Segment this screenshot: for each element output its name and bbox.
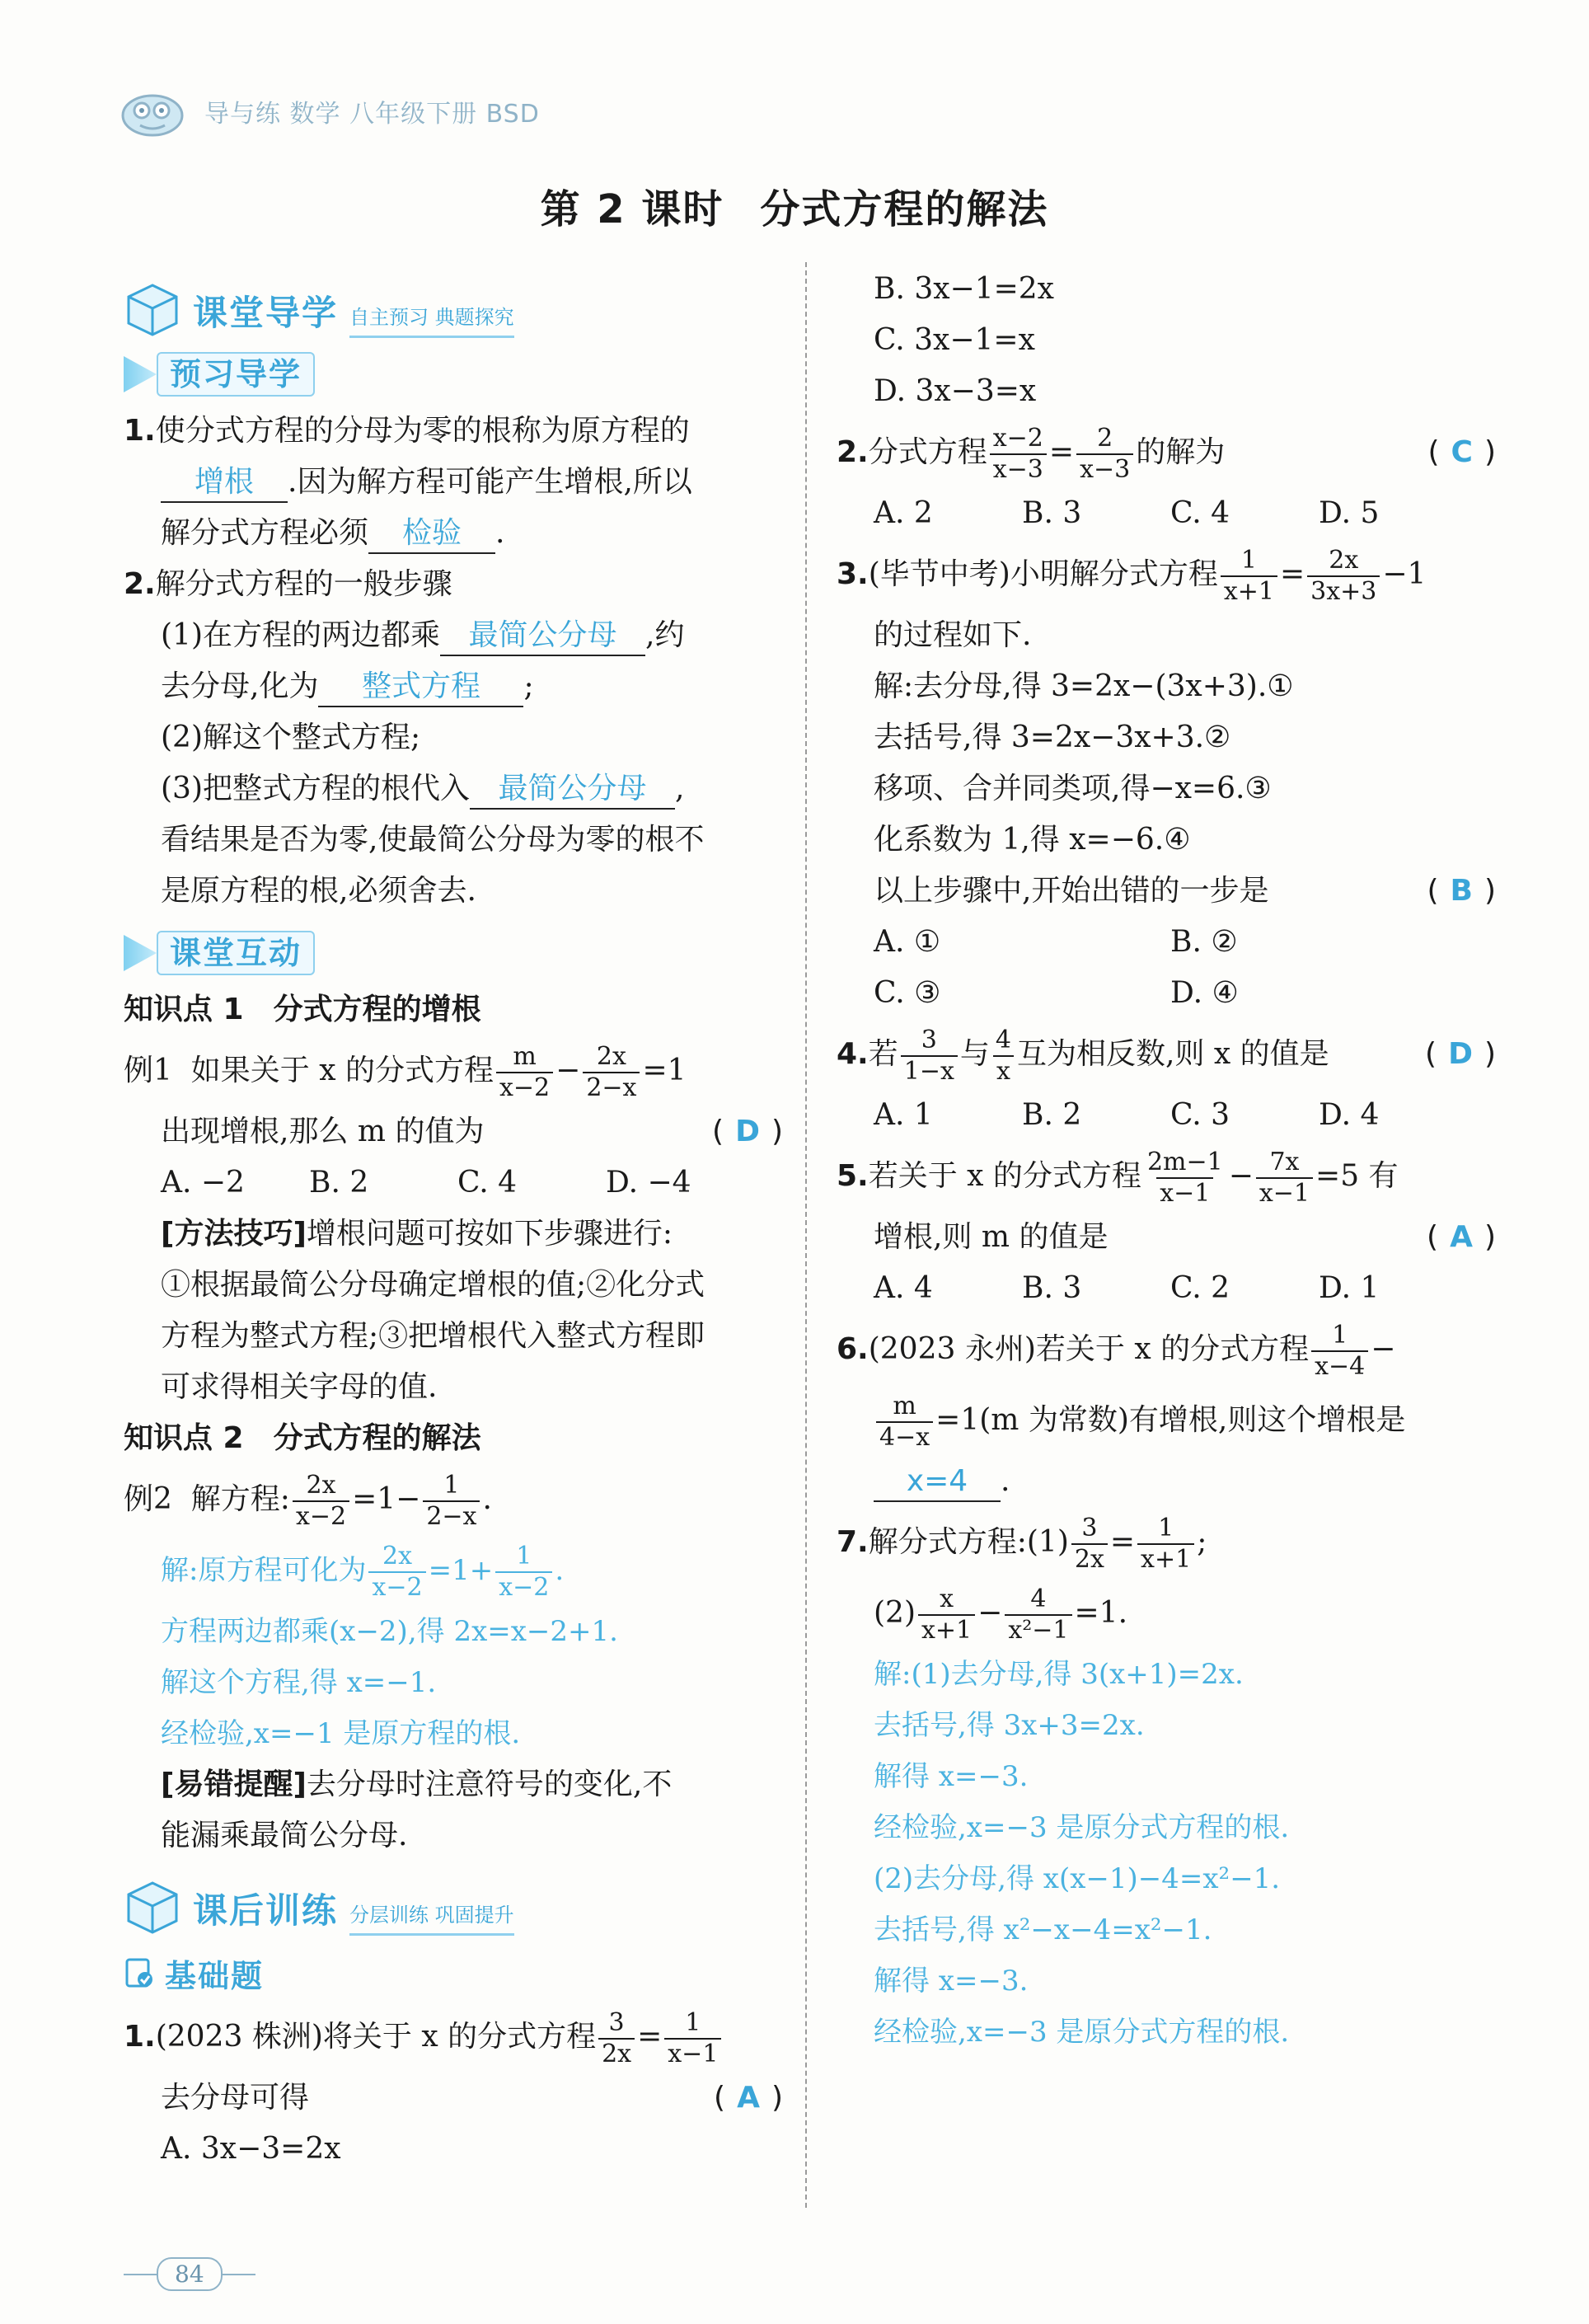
preview-q2-line1 — [124, 559, 783, 610]
title-part2: 分式方程的解法 — [760, 186, 1049, 232]
answer-choice: A — [1450, 1220, 1473, 1254]
option-b: B. 2 — [1022, 1098, 1082, 1132]
answer-blank: x=4 — [874, 1462, 1001, 1502]
question-text: 若 — [868, 1037, 898, 1071]
basic-q2-options — [837, 488, 1496, 539]
answer-choice: A — [737, 2081, 760, 2115]
step-text: ,约 — [645, 618, 685, 652]
solution-7-line4: 经检验,x=−3 是原分式方程的根. — [874, 1811, 1290, 1844]
method-tip-line3: 方程为整式方程;③把增根代入整式方程即 — [161, 1319, 705, 1353]
fraction: $\frac{7x}{x-1}$ — [1256, 1150, 1313, 1206]
question-number: 6. — [837, 1332, 869, 1366]
answer-bracket: ( B ) — [1427, 874, 1496, 908]
question-number: 3. — [837, 557, 869, 591]
question-text: (毕节中考)小明解分式方程 — [868, 557, 1218, 591]
solution-7-line6: 去括号,得 x²−x−4=x²−1. — [874, 1913, 1212, 1946]
preview-q1-line3 — [124, 508, 783, 559]
question-text: 以上步骤中,开始出错的一步是 — [874, 874, 1269, 908]
fraction: $\frac{x}{x+1}$ — [918, 1587, 975, 1643]
example-text: 出现增根,那么 m 的值为 — [161, 1115, 485, 1148]
solution-2-line2: 方程两边都乘(x−2),得 2x=x−2+1. — [161, 1615, 618, 1648]
solution-7-line1: 解:(1)去分母,得 3(x+1)=2x. — [874, 1658, 1244, 1691]
fraction: $\frac{2x}{2-x}$ — [583, 1045, 640, 1101]
example-label: 例2 — [124, 1482, 172, 1516]
fraction: $\frac{2x}{3x+3}$ — [1307, 548, 1380, 604]
preview-q2-step2 — [124, 712, 783, 763]
option-d: D. ④ — [1170, 976, 1239, 1010]
question-text: 解分式方程:(1) — [868, 1525, 1069, 1559]
fraction: $\frac{1}{x-2}$ — [495, 1544, 552, 1600]
preview-q2-step1b — [124, 661, 783, 712]
title-part1: 第 2 课时 — [540, 186, 724, 232]
preview-q2-step3b — [124, 815, 783, 866]
step-text: ; — [523, 669, 534, 703]
answer-blank: 最简公分母 — [440, 617, 645, 656]
tip-text: 增根问题可按如下步骤进行: — [306, 1217, 673, 1251]
error-tip-line1 — [124, 1759, 783, 1810]
option-c: C. 2 — [1170, 1271, 1230, 1305]
option-b: B. 3 — [1022, 1271, 1082, 1305]
basic-q5-line1: 5.若关于 x 的分式方程 $\frac{2m-1}{x-1}$ − $\frac{7x}{x-1}$ =5 有 — [837, 1141, 1496, 1212]
basic-q3-line7 — [837, 866, 1496, 917]
basic-q3-line1: 3.(毕节中考)小明解分式方程 $\frac{1}{x+1}$ = $\frac{2x}{3x+3}$ −1 — [837, 539, 1496, 610]
tag-title: 预习导学 — [157, 352, 315, 397]
answer-blank: 检验 — [368, 514, 495, 554]
question-text: . — [495, 516, 505, 550]
section-subtitle: 自主预习 典题探究 — [349, 301, 514, 338]
basic-q7-line2: (2) $\frac{x}{x+1}$ − $\frac{4}{\text{x²−1}}$ =1. — [874, 1585, 1128, 1645]
solution-7-line5: (2)去分母,得 x(x−1)−4=x²−1. — [874, 1862, 1281, 1895]
preview-q2-step1 — [124, 610, 783, 661]
answer-choice: D — [1448, 1037, 1473, 1071]
fraction: $\frac{2m-1}{x-1}$ — [1146, 1148, 1223, 1208]
question-text: 分式方程 — [868, 435, 987, 469]
step-text: 是原方程的根,必须舍去. — [161, 874, 476, 908]
question-text: 使分式方程的分母为零的根称为原方程的 — [155, 414, 690, 448]
basic-q2-line1: 2.分式方程 $\frac{x-2}{x-3}$ = $\frac{2}{x-3}$ 的解为 ( C ) — [837, 417, 1496, 488]
question-number: 1. — [124, 2020, 156, 2054]
basic-q3-step4: 化系数为 1,得 x=−6.④ — [874, 823, 1191, 857]
basic-q6-line1: 6.(2023 永州)若关于 x 的分式方程 $\frac{1}{x-4}$ − — [837, 1314, 1496, 1385]
basic-q4-line1: 4.若 $\frac{3}{1-x}$ 与 $\frac{4}{x}$ 互为相反数,则 x 的值是 ( D ) — [837, 1019, 1496, 1090]
basic-title: 基础题 — [165, 1957, 265, 1994]
question-text: 若关于 x 的分式方程 — [868, 1159, 1141, 1193]
preview-q2-step3 — [124, 763, 783, 815]
fraction: $\frac{4}{x}$ — [992, 1028, 1015, 1084]
fraction: $\frac{x-2}{x-3}$ — [990, 426, 1047, 482]
answer-blank: 最简公分母 — [470, 770, 675, 810]
solution-7-line3: 解得 x=−3. — [874, 1760, 1029, 1793]
basic-q7-line1: 7.解分式方程:(1) $\frac{3}{2x}$ = $\frac{1}{x+1}$ ; — [837, 1507, 1496, 1578]
question-number: 5. — [837, 1159, 869, 1193]
section-title: 课后训练 — [193, 1890, 339, 1931]
answer-bracket: ( A ) — [1427, 1220, 1496, 1254]
knowledge-point-1-title: 知识点 1 分式方程的增根 — [124, 993, 481, 1026]
example-label: 例1 — [124, 1054, 172, 1087]
answer-choice: D — [735, 1115, 760, 1148]
answer-bracket: ( A ) — [714, 2081, 783, 2115]
fraction: $\frac{2x}{x-2}$ — [368, 1544, 425, 1600]
method-tip-line2: ①根据最简公分母确定增根的值;②化分式 — [161, 1268, 705, 1302]
basic-q1-option-c: C. 3x−1=x — [874, 323, 1035, 357]
question-number: 2. — [837, 435, 869, 469]
mascot-logo-icon — [115, 82, 190, 140]
option-d: D. 5 — [1319, 496, 1380, 530]
page-number-text: 84 — [157, 2257, 223, 2291]
basic-q3-step1: 解:去分母,得 3=2x−(3x+3).① — [874, 669, 1294, 703]
example-1-line1: 例1 如果关于 x 的分式方程 $\frac{m}{x-2}$ − $\frac{2x}{2-x}$ =1 — [124, 1042, 687, 1102]
option-a: A. −2 — [161, 1166, 245, 1200]
fraction: $\frac{1}{x-1}$ — [664, 2011, 721, 2067]
basic-questions-heading — [124, 1944, 783, 2002]
step-text: 去分母,化为 — [161, 669, 319, 703]
page-title — [0, 177, 1589, 234]
question-text: (2023 株洲)将关于 x 的分式方程 — [155, 2020, 597, 2054]
fraction: $\frac{4}{\text{x²−1}}$ — [1005, 1587, 1071, 1643]
basic-q5-options — [837, 1263, 1496, 1314]
fraction: $\frac{3}{2x}$ — [1071, 1516, 1108, 1572]
option-c: C. ③ — [874, 976, 941, 1010]
column-divider — [805, 262, 807, 2208]
answer-bracket: ( C ) — [1427, 435, 1496, 469]
method-tip-line4: 可求得相关字母的值. — [161, 1370, 438, 1404]
question-number: 2. — [124, 567, 156, 601]
basic-q1-option-d: D. 3x−3=x — [874, 374, 1037, 408]
option-c: C. 4 — [1170, 496, 1230, 530]
error-tip-line2: 能漏乘最简公分母. — [161, 1819, 408, 1852]
question-text: 解分式方程的一般步骤 — [155, 567, 452, 601]
step-text: (1)在方程的两边都乘 — [161, 618, 440, 652]
arrow-tag-icon — [124, 935, 157, 971]
question-number: 4. — [837, 1037, 869, 1071]
fraction: $\frac{2}{x-3}$ — [1076, 426, 1133, 482]
option-b: B. 3 — [1022, 496, 1082, 530]
page-number — [124, 2257, 255, 2291]
fraction: $\frac{m}{x-2}$ — [496, 1045, 553, 1101]
basic-q5-line2 — [837, 1212, 1496, 1263]
basic-q3-options-row2 — [837, 968, 1496, 1019]
question-number: 7. — [837, 1525, 869, 1559]
question-text: .因为解方程可能产生增根,所以 — [288, 465, 692, 499]
answer-choice: C — [1451, 435, 1473, 469]
basic-q1-option-b: B. 3x−1=2x — [874, 272, 1054, 306]
option-a: A. 2 — [874, 496, 933, 530]
example-1-line2 — [124, 1106, 783, 1157]
section-classroom — [124, 264, 783, 338]
step-text: (2)解这个整式方程; — [161, 721, 421, 754]
question-number: 1. — [124, 414, 156, 448]
fraction: $\frac{1}{x+1}$ — [1221, 548, 1277, 604]
question-text: 去分母可得 — [161, 2081, 310, 2115]
example-1-options — [124, 1157, 783, 1209]
option-b: B. 2 — [309, 1166, 369, 1200]
page-header — [115, 78, 540, 144]
left-column — [124, 264, 783, 2175]
basic-q3-step2: 去括号,得 3=2x−3x+3.② — [874, 721, 1231, 754]
option-d: D. 1 — [1319, 1271, 1380, 1305]
option-c: C. 3 — [1170, 1098, 1230, 1132]
answer-blank: 增根 — [161, 463, 288, 503]
arrow-tag-icon — [124, 356, 157, 392]
method-tip-line1 — [124, 1209, 783, 1260]
preview-q1-line1 — [124, 406, 783, 457]
basic-q4-options — [837, 1090, 1496, 1141]
step-text: 看结果是否为零,使最简公分母为零的根不 — [161, 823, 705, 857]
header-text: 导与练 数学 八年级下册 BSD — [204, 100, 540, 129]
solution-7-line2: 去括号,得 3x+3=2x. — [874, 1709, 1145, 1742]
solution-2-line3: 解这个方程,得 x=−1. — [161, 1666, 437, 1699]
tip-label: [方法技巧] — [161, 1217, 307, 1251]
question-text: 增根,则 m 的值是 — [874, 1220, 1109, 1254]
option-a: A. 1 — [874, 1098, 933, 1132]
preview-q2-step3c — [124, 866, 783, 917]
basic-q6-line2 — [837, 1385, 1496, 1456]
option-a: A. 4 — [874, 1271, 933, 1305]
fraction: $\frac{2x}{x-2}$ — [293, 1473, 349, 1529]
option-d: D. 4 — [1319, 1098, 1380, 1132]
option-a: A. ① — [874, 925, 941, 959]
basic-q1-option-a: A. 3x−3=2x — [161, 2132, 341, 2166]
tip-text: 去分母时注意符号的变化,不 — [306, 1768, 673, 1801]
basic-q3-step3: 移项、合并同类项,得−x=6.③ — [874, 772, 1272, 805]
fraction: $\frac{m}{4-x}$ — [876, 1394, 933, 1450]
question-text: (2023 永州)若关于 x 的分式方程 — [868, 1332, 1310, 1366]
fraction: $\frac{3}{1-x}$ — [901, 1028, 958, 1084]
solution-7-line8: 经检验,x=−3 是原分式方程的根. — [874, 2016, 1290, 2049]
example-2-line1: 例2 解方程: $\frac{2x}{x-2}$ =1− $\frac{1}{2-x}$ . — [124, 1471, 492, 1531]
basic-q3-line2: 的过程如下. — [874, 618, 1032, 652]
tag-title: 课堂互动 — [157, 931, 315, 975]
basic-q1-line2 — [124, 2073, 783, 2124]
answer-bracket: ( D ) — [1425, 1037, 1496, 1071]
tag-preview — [124, 350, 783, 399]
section-title: 课堂导学 — [193, 293, 339, 333]
basic-q1-line1: 1.(2023 株洲)将关于 x 的分式方程 $\frac{3}{2x}$ = $\frac{1}{x-1}$ — [124, 2002, 783, 2073]
section-subtitle: 分层训练 巩固提升 — [349, 1899, 514, 1936]
basic-q6-line3: x=4 . — [837, 1456, 1496, 1507]
cube-icon — [124, 1878, 181, 1936]
check-doc-icon — [124, 1956, 157, 1989]
option-d: D. −4 — [606, 1166, 691, 1200]
knowledge-point-2-title: 知识点 2 分式方程的解法 — [124, 1421, 481, 1455]
cube-icon — [124, 280, 181, 338]
basic-q3-options-row1 — [837, 917, 1496, 968]
fraction: $\frac{1}{x-4}$ — [1311, 1323, 1368, 1379]
answer-bracket: ( D ) — [712, 1115, 783, 1148]
solution-7-line7: 解得 x=−3. — [874, 1965, 1029, 1998]
question-text: 解分式方程必须 — [161, 516, 369, 550]
preview-q1-line2 — [124, 457, 783, 508]
solution-2-line4: 经检验,x=−1 是原方程的根. — [161, 1717, 521, 1750]
option-b: B. ② — [1170, 925, 1238, 959]
tag-interaction — [124, 928, 783, 978]
answer-blank: 整式方程 — [318, 668, 523, 707]
fraction: $\frac{1}{x+1}$ — [1137, 1516, 1194, 1572]
step-text: , — [675, 772, 685, 805]
option-c: C. 4 — [457, 1166, 518, 1200]
step-text: (3)把整式方程的根代入 — [161, 772, 470, 805]
example-text: 如果关于 x 的分式方程 — [190, 1054, 494, 1087]
example-text: 解方程: — [190, 1482, 290, 1516]
tip-label: [易错提醒] — [161, 1768, 307, 1801]
fraction: $\frac{1}{2-x}$ — [423, 1473, 480, 1529]
fraction: $\frac{3}{2x}$ — [598, 2011, 635, 2067]
section-after-class — [124, 1862, 783, 1936]
question-text: =1(m 为常数)有增根,则这个增根是 — [935, 1403, 1406, 1437]
right-column — [837, 264, 1496, 2058]
answer-choice: B — [1450, 874, 1473, 908]
solution-2-line1: 解:原方程可化为 $\frac{2x}{x-2}$ =1+ $\frac{1}{x-2}$ . — [161, 1542, 565, 1602]
